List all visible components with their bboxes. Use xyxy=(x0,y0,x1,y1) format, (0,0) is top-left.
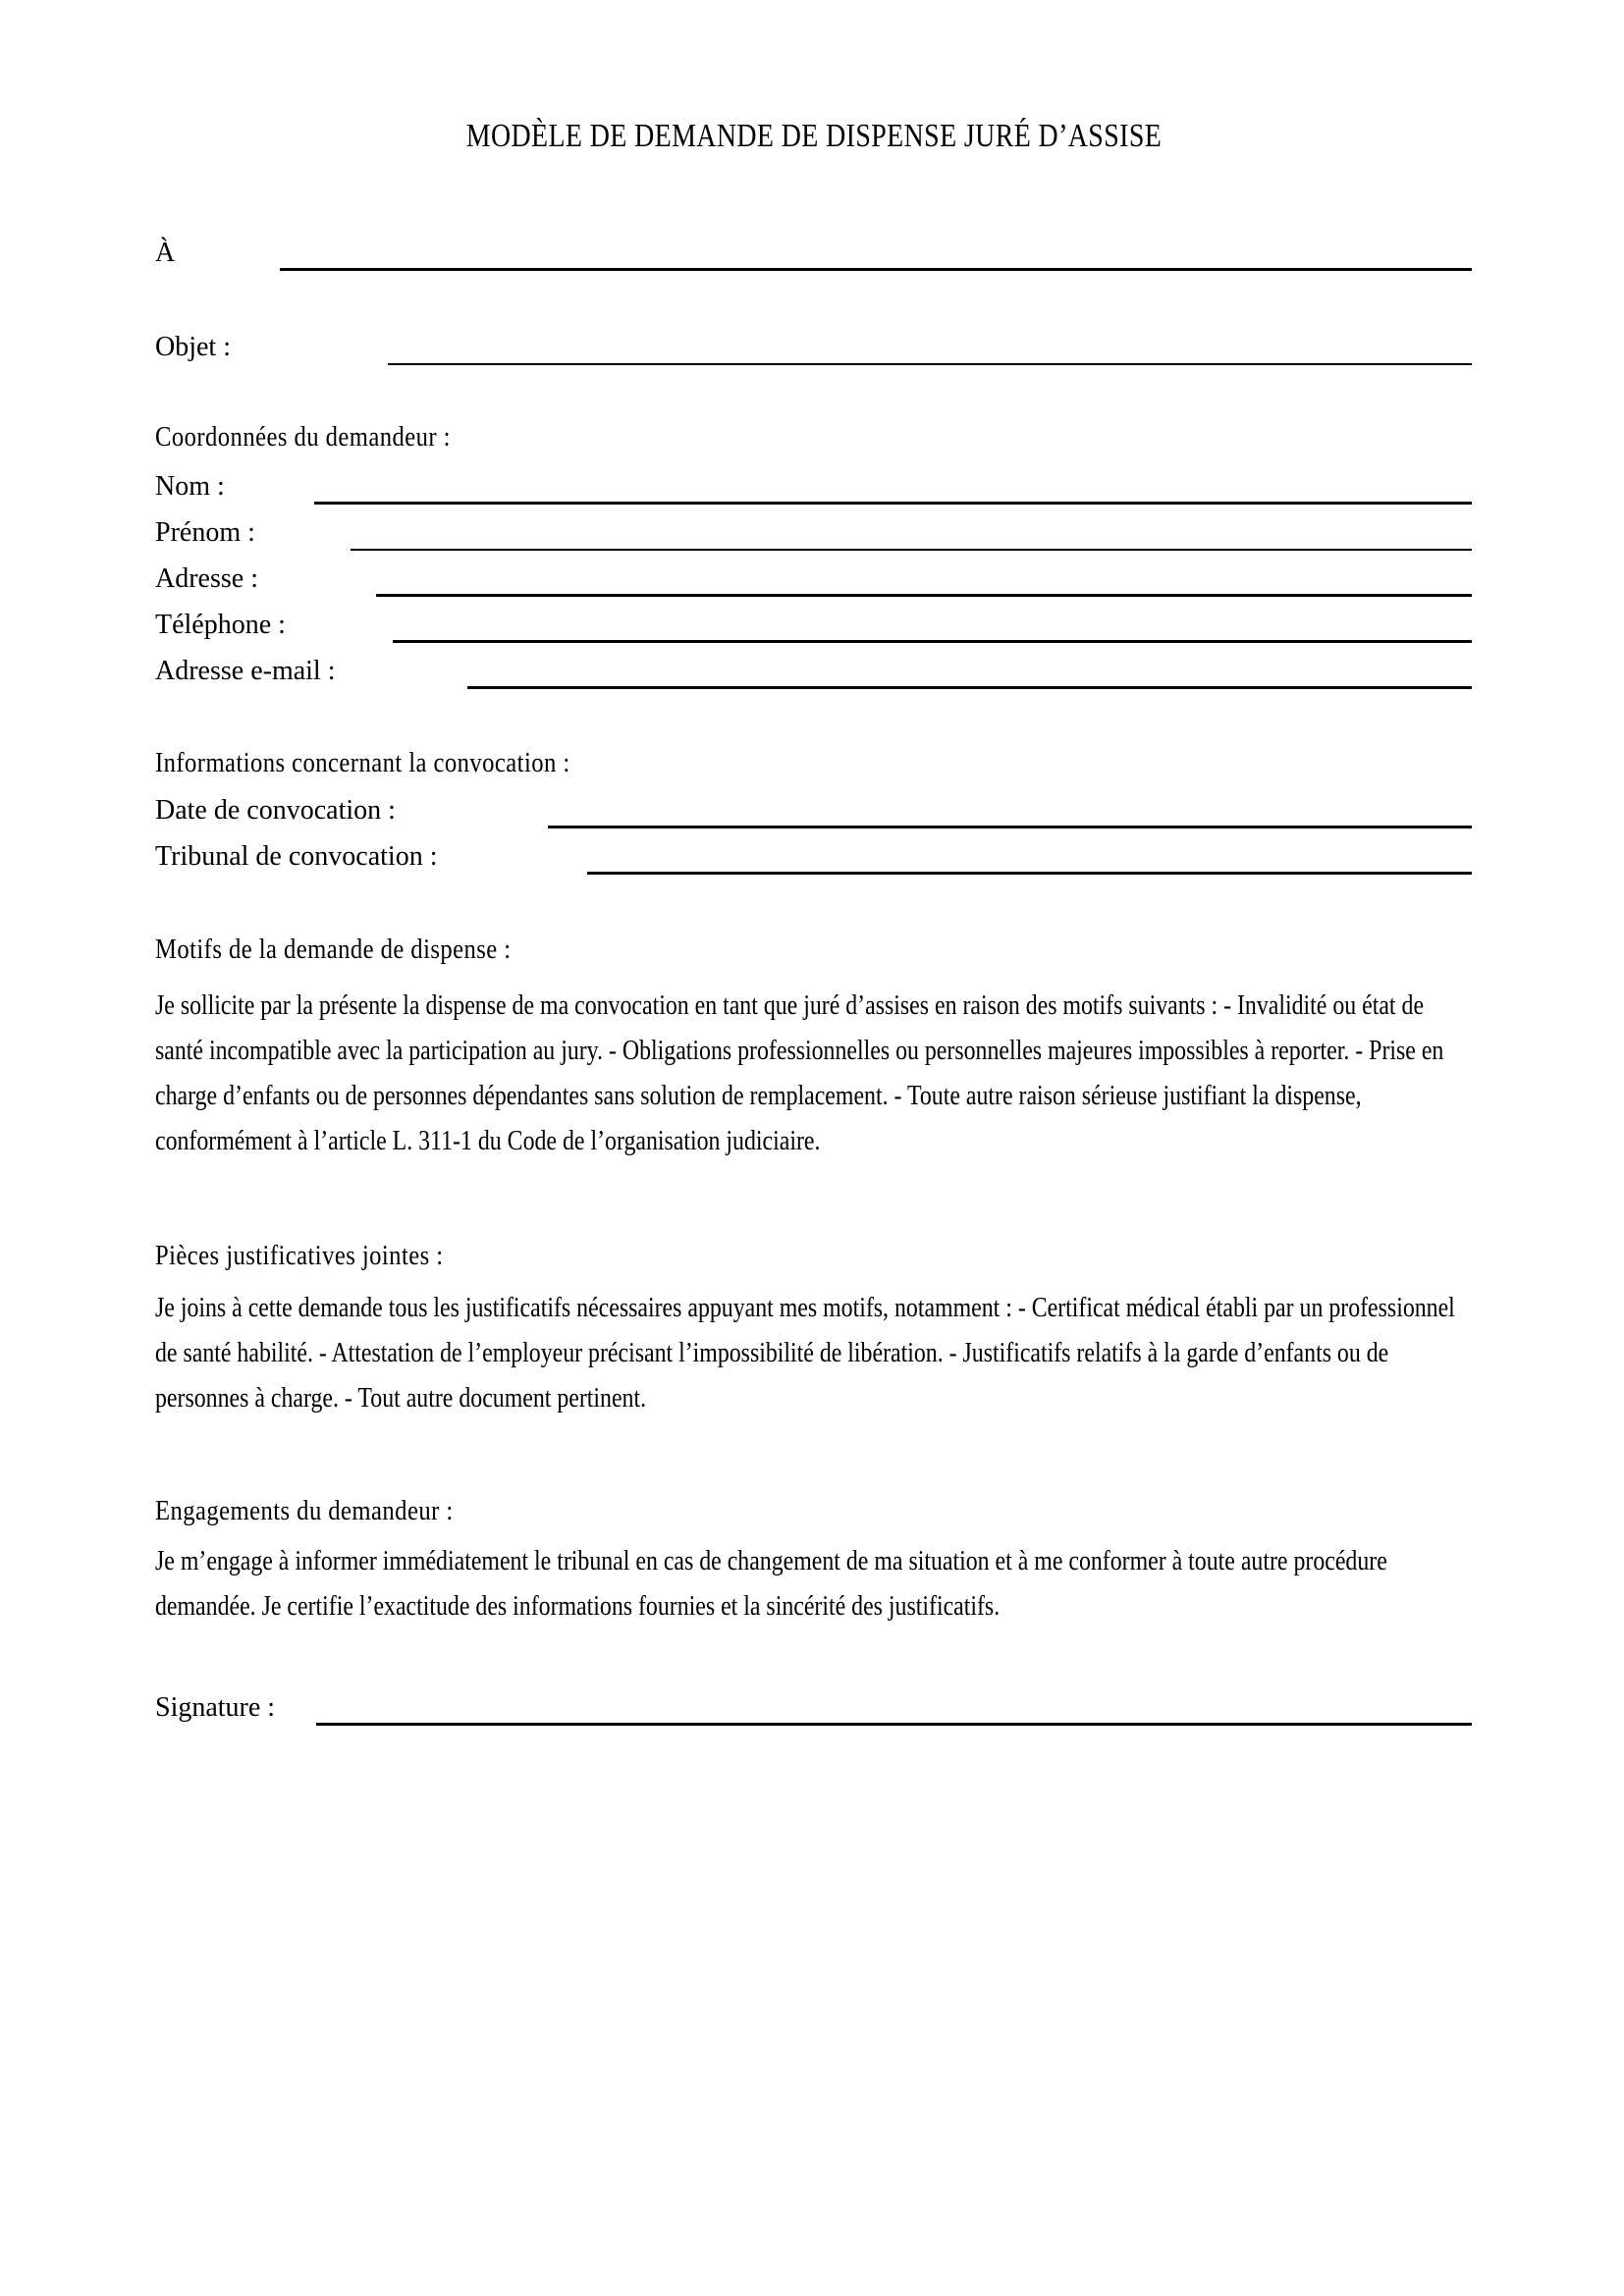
firstname-line xyxy=(351,549,1472,551)
signature-label: Signature : xyxy=(155,1692,276,1723)
page-title: MODÈLE DE DEMANDE DE DISPENSE JURÉ D’ASSISE xyxy=(465,118,1162,154)
section-heading-engagements xyxy=(155,1494,1472,1529)
engagements-heading-text: Engagements du demandeur : xyxy=(155,1496,454,1526)
convocation-heading-text: Informations concernant la convocation : xyxy=(155,748,570,778)
title-block xyxy=(155,116,1472,157)
name-line xyxy=(314,502,1472,505)
email-label: Adresse e-mail : xyxy=(155,656,336,686)
subject-line xyxy=(388,363,1472,365)
pieces-heading-text: Pièces justificatives jointes : xyxy=(155,1241,444,1271)
field-row-convocation-date xyxy=(155,793,1472,828)
field-row-recipient xyxy=(155,236,1472,271)
field-row-email xyxy=(155,654,1472,689)
firstname-label: Prénom : xyxy=(155,517,255,548)
email-line xyxy=(467,686,1472,689)
section-heading-pieces xyxy=(155,1239,1472,1274)
section-heading-motifs xyxy=(155,933,1472,968)
phone-line xyxy=(393,640,1472,643)
subject-label: Objet : xyxy=(155,332,231,362)
phone-label: Téléphone : xyxy=(155,610,286,640)
engagements-paragraph: Je m’engage à informer immédiatement le tribunal en cas de changement de ma situation et à me conformer à toute autre procédure demandée. Je certifie l’exactitude des informations fournies et la sincérité des justificatifs. xyxy=(155,1546,1387,1622)
name-label: Nom : xyxy=(155,471,225,502)
address-label: Adresse : xyxy=(155,563,258,594)
convocation-date-label: Date de convocation : xyxy=(155,795,396,826)
recipient-line xyxy=(280,268,1472,271)
section-heading-convocation xyxy=(155,746,1472,781)
convocation-date-line xyxy=(548,826,1472,828)
motifs-heading-text: Motifs de la demande de dispense : xyxy=(155,934,512,965)
signature-line xyxy=(316,1723,1472,1726)
section-heading-contact xyxy=(155,420,1472,455)
field-row-signature xyxy=(155,1690,1472,1726)
field-row-name xyxy=(155,469,1472,505)
field-row-address xyxy=(155,561,1472,597)
field-row-subject xyxy=(155,330,1472,365)
contact-heading-text: Coordonnées du demandeur : xyxy=(155,422,451,453)
convocation-court-label: Tribunal de convocation : xyxy=(155,841,438,872)
address-line xyxy=(376,594,1472,597)
convocation-court-line xyxy=(587,872,1472,875)
pieces-paragraph: Je joins à cette demande tous les justificatifs nécessaires appuyant mes motifs, notamment : - Certificat médical établi par un professionnel de santé habilité. - Attestation de l’employeur précisant l’impossibilité de libération. - Justificatifs relatifs à la garde d’enfants ou de personnes à charge. - Tout autre document pertinent. xyxy=(155,1293,1455,1414)
field-row-phone xyxy=(155,608,1472,643)
field-row-convocation-court xyxy=(155,839,1472,875)
field-row-firstname xyxy=(155,515,1472,551)
recipient-label: À xyxy=(155,238,176,268)
motifs-paragraph: Je sollicite par la présente la dispense de ma convocation en tant que juré d’assises en raison des motifs suivants : - Invalidité ou état de santé incompatible avec la participation au jury. - Obligations professionnelles ou personnelles majeures impossibles à reporter. - Prise en charge d’enfants ou de personnes dépendantes sans solution de remplacement. - Toute autre raison sérieuse justifiant la dispense, conformément à l’article L. 311-1 du Code de l’organisation judiciaire. xyxy=(155,990,1444,1156)
